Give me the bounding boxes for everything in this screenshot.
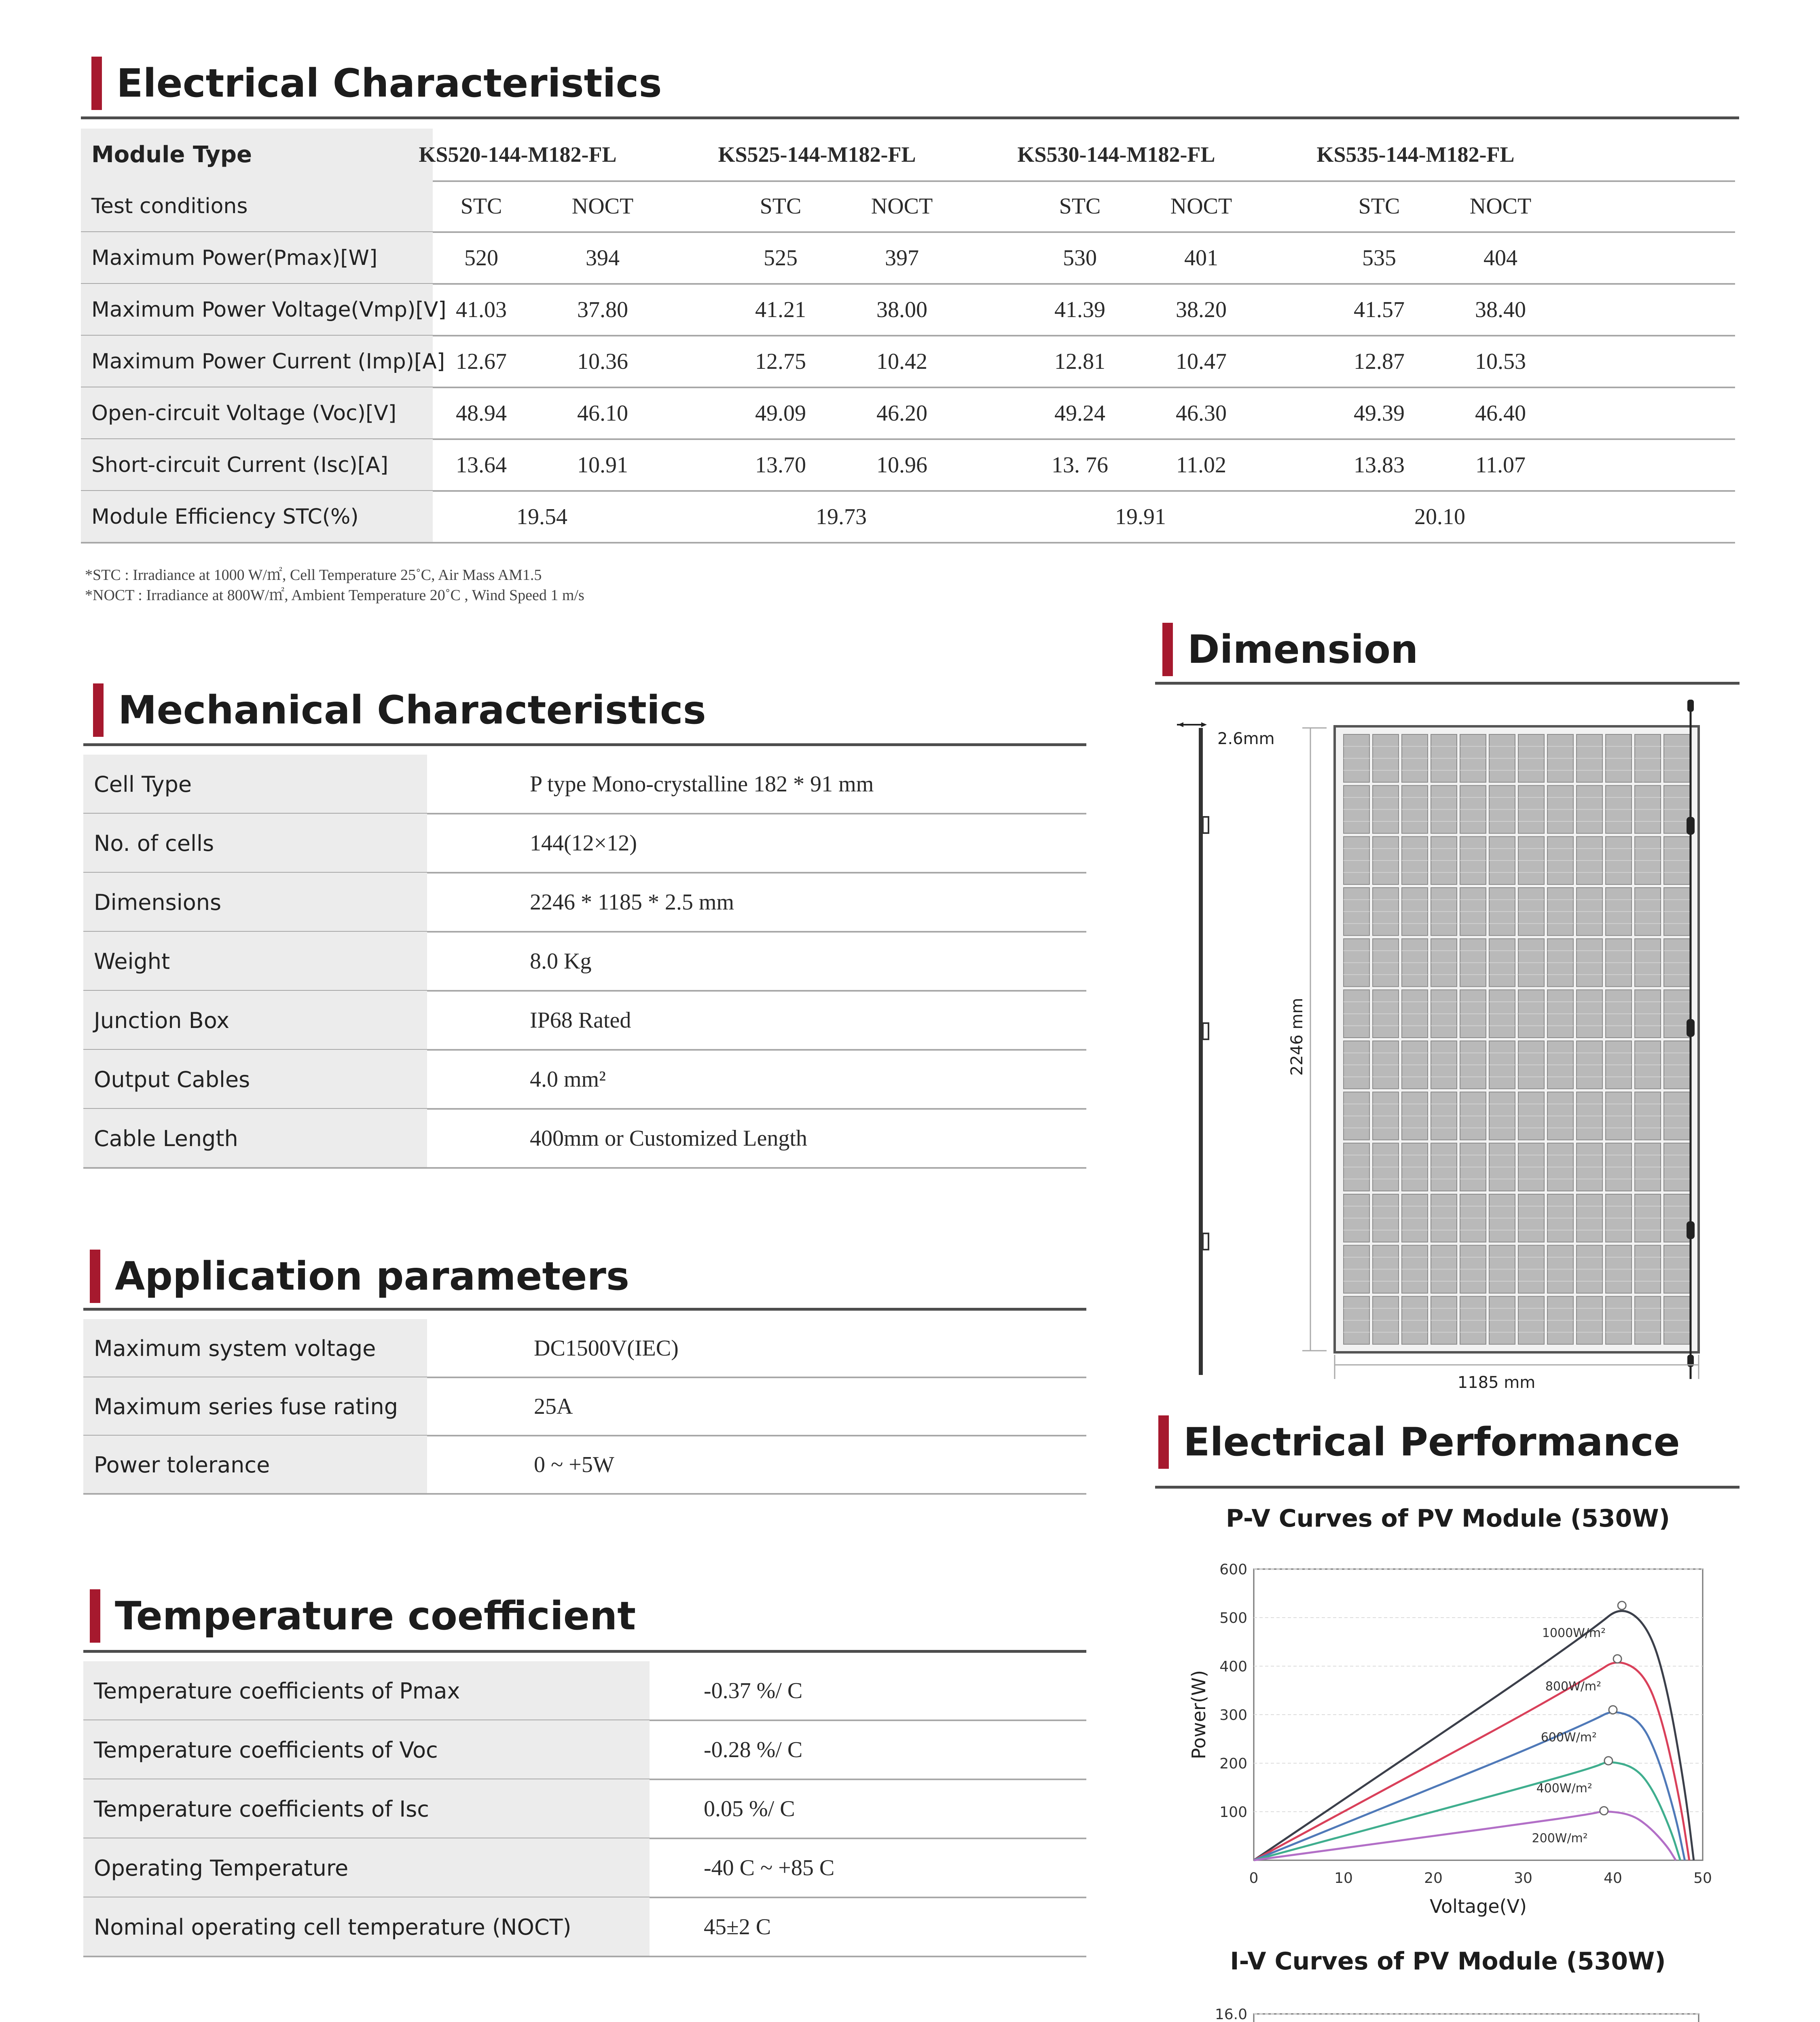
application-section-header	[90, 1250, 1060, 1303]
cell-value: NOCT	[1469, 194, 1532, 219]
row-label: Temperature coefficients of Isc	[94, 1796, 429, 1822]
y-tick-label: 600	[1219, 1561, 1247, 1578]
row-label: Open-circuit Voltage (Voc)[V]	[91, 401, 397, 425]
cell-value: 12.87	[1354, 349, 1405, 374]
cell-value: 10.53	[1475, 349, 1526, 374]
cell-value: 10.96	[876, 453, 927, 478]
cell-value: 49.39	[1354, 401, 1405, 426]
height-label: 2246 mm	[1288, 998, 1306, 1076]
row-label: Dimensions	[94, 889, 222, 915]
row-value: 400mm or Customized Length	[530, 1126, 807, 1151]
cell-value: 38.40	[1475, 297, 1526, 322]
series-label: 1000W/m²	[1542, 1626, 1606, 1640]
cell-value: 10.91	[577, 453, 628, 478]
header-rule	[1155, 1486, 1740, 1489]
cell-value: 13.64	[456, 453, 507, 478]
efficiency-value: 19.91	[1115, 504, 1166, 529]
cell-value: 38.00	[876, 297, 927, 322]
temperature-section-header	[90, 1589, 1060, 1643]
cell-value: 13.70	[755, 453, 806, 478]
cell-value: STC	[760, 194, 802, 219]
row-label: Cable Length	[94, 1125, 238, 1151]
dimension-section-header	[1162, 623, 1688, 676]
cell-value: 10.47	[1176, 349, 1227, 374]
row-label: Short-circuit Current (Isc)[A]	[91, 453, 389, 477]
mpp-marker	[1604, 1757, 1613, 1765]
cell-value: 404	[1484, 245, 1517, 271]
header-rule	[81, 116, 1739, 119]
y-tick-label: 300	[1219, 1707, 1247, 1724]
width-label: 1185 mm	[1457, 1373, 1536, 1392]
row-label: Power tolerance	[94, 1452, 270, 1478]
side-profile	[1177, 722, 1208, 1375]
row-value: DC1500V(IEC)	[534, 1336, 679, 1361]
efficiency-value: 19.73	[816, 504, 867, 529]
width-dimension	[1335, 1355, 1699, 1392]
row-label: Temperature coefficients of Voc	[94, 1737, 438, 1763]
mpp-marker	[1609, 1706, 1617, 1714]
cell-value: 41.57	[1354, 297, 1405, 322]
row-divider	[83, 1167, 1086, 1169]
row-label: Output Cables	[94, 1066, 250, 1092]
x-axis-label: Voltage(V)	[1430, 1895, 1527, 1917]
cell-value: 394	[586, 245, 620, 271]
cell-value: 41.21	[755, 297, 806, 322]
header-rule	[83, 1650, 1086, 1653]
row-label: Nominal operating cell temperature (NOCT)	[94, 1914, 571, 1940]
x-tick-label: 0	[1249, 1870, 1259, 1887]
y-tick-label: 200	[1219, 1756, 1247, 1772]
thickness-label: 2.6mm	[1217, 730, 1275, 748]
dimension-drawing	[1149, 696, 1739, 1407]
mpp-marker	[1600, 1807, 1608, 1815]
row-value: 45±2 C	[704, 1914, 771, 1940]
cell-value: STC	[1358, 194, 1400, 219]
cell-value: 46.30	[1176, 401, 1227, 426]
row-value: 0 ~ +5W	[534, 1452, 614, 1477]
iv-chart-title: I-V Curves of PV Module (530W)	[1230, 1947, 1666, 1975]
model-name: KS535-144-M182-FL	[1316, 142, 1515, 167]
section-title: Application parameters	[115, 1254, 629, 1299]
row-label: Maximum Power Voltage(Vmp)[V]	[91, 298, 447, 322]
cell-value: 38.20	[1176, 297, 1227, 322]
row-value: 144(12×12)	[530, 831, 637, 856]
row-label: Junction Box	[94, 1007, 230, 1033]
row-label: Maximum Power(Pmax)[W]	[91, 246, 378, 270]
model-name: KS520-144-M182-FL	[419, 142, 617, 167]
iv-chart	[1181, 1990, 1739, 2022]
plot-area	[1254, 2014, 1699, 2022]
row-value: P type Mono-crystalline 182 * 91 mm	[530, 772, 874, 797]
cell-value: 37.80	[577, 297, 628, 322]
cell-value: 46.10	[577, 401, 628, 426]
efficiency-value: 19.54	[516, 504, 567, 529]
cell-value: 13. 76	[1052, 453, 1108, 478]
row-label: Weight	[94, 948, 170, 974]
cell-value: 535	[1362, 245, 1396, 271]
y-tick-label: 100	[1219, 1804, 1247, 1821]
cell-value: 12.75	[755, 349, 806, 374]
model-name: KS530-144-M182-FL	[1017, 142, 1215, 167]
pv-chart-title: P-V Curves of PV Module (530W)	[1225, 1504, 1670, 1533]
header-rule	[1155, 682, 1740, 685]
cell-value: 401	[1184, 245, 1218, 271]
series-label: 800W/m²	[1545, 1679, 1602, 1694]
cell-value: 10.42	[876, 349, 927, 374]
cell-value: NOCT	[1170, 194, 1232, 219]
cell-value: 11.02	[1176, 453, 1226, 478]
model-name: KS525-144-M182-FL	[718, 142, 916, 167]
header-accent-bar	[93, 683, 104, 737]
cell-value: 525	[764, 245, 798, 271]
row-label: Operating Temperature	[94, 1855, 349, 1881]
electrical-section-header	[91, 57, 662, 110]
cell-value: 397	[885, 245, 919, 271]
cell-value: 41.03	[456, 297, 507, 322]
y-axis-label: Power(W)	[1188, 1670, 1210, 1760]
cell-value: 48.94	[456, 401, 507, 426]
row-value: 2246 * 1185 * 2.5 mm	[530, 890, 734, 915]
series-label: 200W/m²	[1532, 1831, 1588, 1846]
cell-value: 46.20	[876, 401, 927, 426]
row-value: -0.37 %/ C	[704, 1678, 803, 1703]
row-value: IP68 Rated	[530, 1008, 631, 1033]
row-divider	[83, 1493, 1086, 1495]
cell-value: 46.40	[1475, 401, 1526, 426]
panel-front	[1335, 726, 1699, 1352]
cell-value: 49.24	[1054, 401, 1105, 426]
row-divider	[83, 1956, 1086, 1957]
row-value: -40 C ~ +85 C	[704, 1855, 835, 1880]
y-tick-label: 500	[1219, 1610, 1247, 1626]
row-label: Maximum Power Current (Imp)[A]	[91, 349, 445, 374]
header-accent-bar	[1158, 1415, 1169, 1469]
section-title: Mechanical Characteristics	[118, 687, 706, 733]
section-title: Electrical Characteristics	[116, 61, 662, 106]
row-divider	[81, 542, 1735, 544]
cell-value: STC	[1059, 194, 1101, 219]
row-label: Maximum series fuse rating	[94, 1394, 398, 1419]
mpp-marker	[1613, 1655, 1621, 1663]
row-label: Maximum system voltage	[94, 1335, 376, 1361]
row-value: 25A	[534, 1394, 573, 1419]
x-tick-label: 40	[1604, 1870, 1622, 1887]
cell-value: 49.09	[755, 401, 806, 426]
row-value: -0.28 %/ C	[704, 1737, 803, 1762]
cell-value: NOCT	[571, 194, 634, 219]
row-value: 0.05 %/ C	[704, 1796, 795, 1821]
cell-value: STC	[460, 194, 502, 219]
x-tick-label: 50	[1693, 1870, 1712, 1887]
y-tick-label: 400	[1219, 1658, 1247, 1675]
cell-value: 520	[464, 245, 498, 271]
header-rule	[83, 1308, 1086, 1311]
mpp-marker	[1618, 1601, 1626, 1610]
header-rule	[83, 743, 1086, 746]
row-label: Test conditions	[91, 194, 248, 218]
cell-value: NOCT	[871, 194, 933, 219]
row-label: Temperature coefficients of Pmax	[94, 1678, 460, 1704]
row-label: No. of cells	[94, 830, 214, 856]
cell-value: 10.36	[577, 349, 628, 374]
section-title: Temperature coefficient	[115, 1593, 636, 1639]
header-accent-bar	[90, 1589, 100, 1643]
module-type-label: Module Type	[91, 141, 252, 168]
cell-value: 11.07	[1475, 453, 1526, 478]
row-value: 8.0 Kg	[530, 949, 592, 974]
row-value: 4.0 mm²	[530, 1067, 606, 1092]
x-tick-label: 20	[1424, 1870, 1443, 1887]
x-tick-label: 30	[1514, 1870, 1532, 1887]
height-dimension	[1288, 728, 1327, 1351]
cell-value: 13.83	[1354, 453, 1405, 478]
series-label: 400W/m²	[1536, 1781, 1592, 1796]
cell-value: 12.81	[1054, 349, 1105, 374]
noct-note: *NOCT : Irradiance at 800W/㎡, Ambient Temperature 20˚C , Wind Speed 1 m/s	[85, 587, 584, 604]
x-tick-label: 10	[1334, 1870, 1353, 1887]
series-label: 600W/m²	[1541, 1730, 1597, 1745]
mechanical-section-header	[93, 683, 1064, 737]
cell-value: 41.39	[1054, 297, 1105, 322]
header-accent-bar	[90, 1250, 100, 1303]
row-label: Module Efficiency STC(%)	[91, 505, 359, 529]
section-title: Dimension	[1187, 627, 1418, 672]
header-accent-bar	[1162, 623, 1173, 676]
cell-value: 530	[1063, 245, 1097, 271]
efficiency-value: 20.10	[1414, 504, 1465, 529]
y-tick-label: 16.0	[1215, 2006, 1247, 2022]
row-label: Cell Type	[94, 771, 192, 797]
pv-chart	[1181, 1549, 1739, 1933]
section-title: Electrical Performance	[1183, 1419, 1680, 1465]
stc-note: *STC : Irradiance at 1000 W/㎡, Cell Temperature 25˚C, Air Mass AM1.5	[85, 567, 542, 584]
header-accent-bar	[91, 57, 102, 110]
cell-value: 12.67	[456, 349, 507, 374]
performance-section-header	[1158, 1415, 1725, 1469]
